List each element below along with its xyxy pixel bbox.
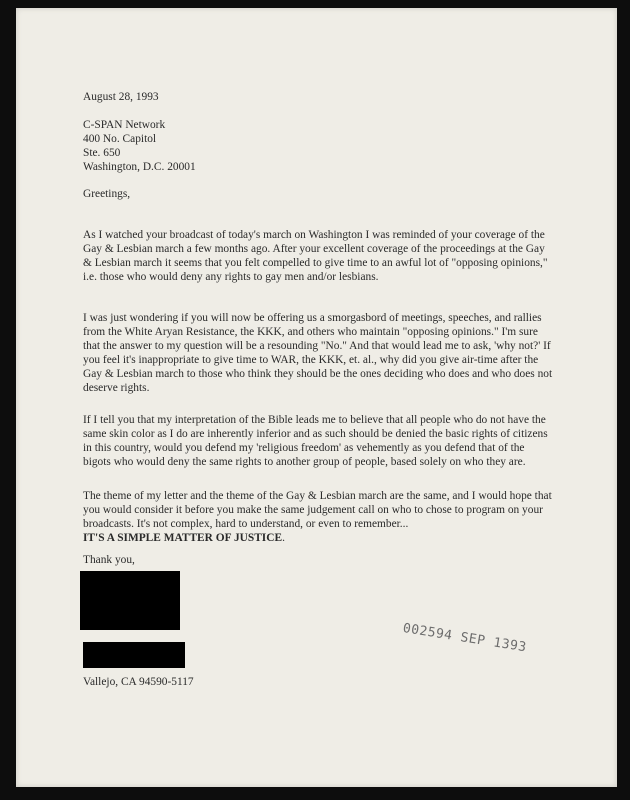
paragraph-3: If I tell you that my interpretation of the Bible leads me to believe that all people who do not have the same skin color as I do are inherently inferior and as such should be denied the basic rights of citizens in this country, would you defend my 'religious freedom' as vehemently as you defend that of the bigots who would deny the same rights to another group of people, based solely on who they are. (83, 414, 548, 468)
justice-emphasis: IT'S A SIMPLE MATTER OF JUSTICE (83, 532, 283, 544)
recipient-line: Ste. 650 (83, 147, 121, 159)
sender-city: Vallejo, CA 94590-5117 (83, 676, 194, 688)
letter-date: August 28, 1993 (83, 91, 159, 103)
recipient-line: Washington, D.C. 20001 (83, 161, 196, 173)
recipient-line: 400 No. Capitol (83, 133, 157, 145)
closing: Thank you, (83, 554, 135, 566)
recipient-address (83, 118, 553, 174)
greeting: Greetings, (83, 188, 131, 200)
redacted-signature (80, 571, 180, 630)
paragraph-1: As I watched your broadcast of today's march on Washington I was reminded of your coverage of the Gay & Lesbian march a few months ago. After your excellent coverage of the proceedings at the Gay & Lesbian march it seems that you felt compelled to give time to an awful lot of "opposing opinions," i.e. those who would deny any rights to gay men and/or lesbians. (83, 229, 548, 283)
redacted-name (83, 642, 185, 668)
recipient-line: C-SPAN Network (83, 119, 166, 131)
letter-page (16, 8, 617, 787)
emphasis-period: . (282, 532, 285, 544)
paragraph-2: I was just wondering if you will now be offering us a smorgasbord of meetings, speeches, and rallies from the White Aryan Resistance, the KKK, and others who maintain "opposing opinions." I'm sure that the answer to my question will be a resounding "No." And that would lead me to ask, 'why not?' If you feel it's inappropriate to give time to WAR, the KKK, et. al., why did you give air-time after the Gay & Lesbian march to those who think they should be the ones deciding who does and who does not deserve rights. (83, 312, 553, 394)
paragraph-4-text: The theme of my letter and the theme of the Gay & Lesbian march are the same, and I would hope that you would consider it before you make the same judgement call on who to chose to program on your broadcasts. It's not complex, hard to understand, or even to remember... (83, 490, 552, 530)
paragraph-4 (83, 489, 553, 545)
received-stamp: 002594 SEP 1393 (401, 621, 528, 656)
